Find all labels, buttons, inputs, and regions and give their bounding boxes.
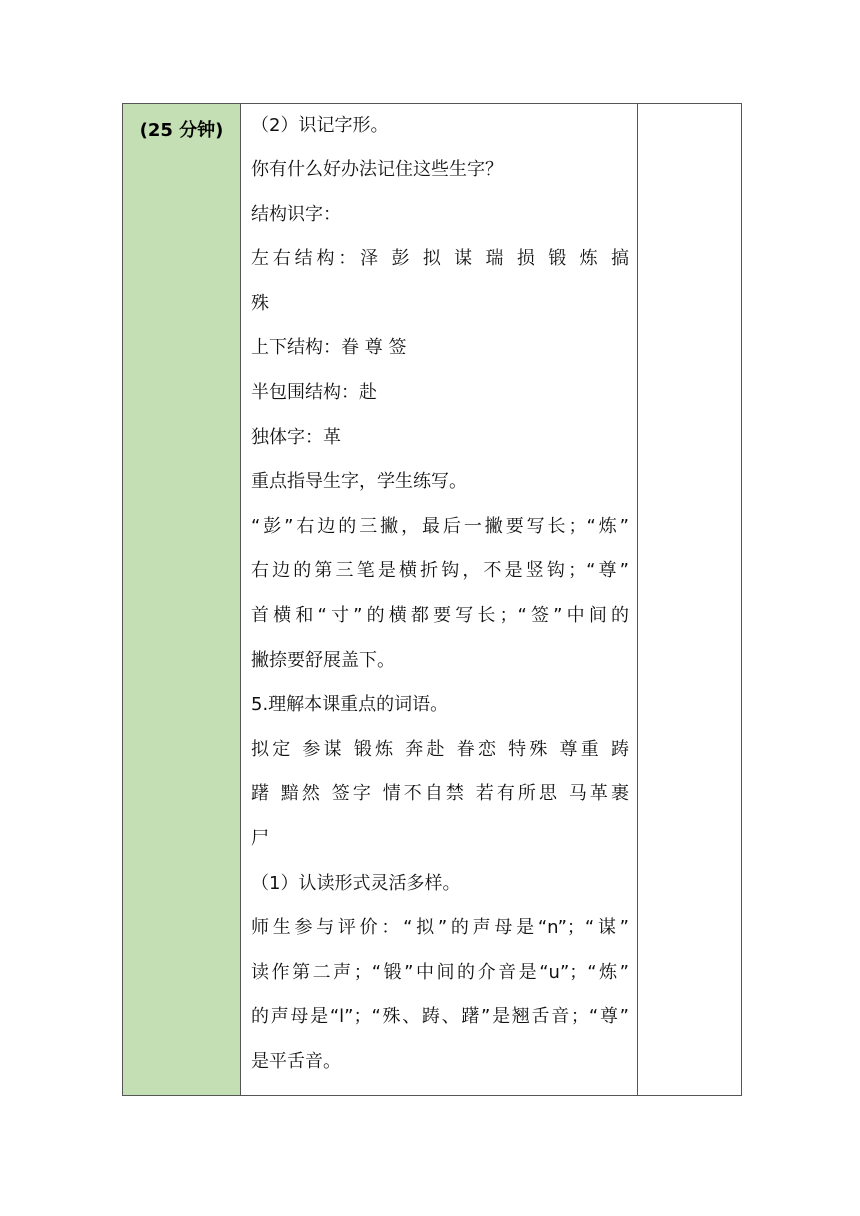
text-line: 半包围结构：赴 xyxy=(251,381,377,403)
text-line: 是平舌音。 xyxy=(251,1050,341,1072)
text-line: 你有什么好办法记住这些生字？ xyxy=(251,159,503,180)
vocab-line: 拟定 参谋 锻炼 奔赴 眷恋 特殊 尊重 踌 xyxy=(251,738,629,760)
text-line: 的声母是“l”；“殊、踌、躇”是翘舌音；“尊” xyxy=(251,1006,629,1028)
text-line: 师生参与评价：“拟”的声母是“n”；“谋” xyxy=(251,917,629,939)
vocab-line: 尸 xyxy=(251,827,269,849)
time-label: (25 分钟) xyxy=(139,120,224,141)
text-line: “彭”右边的三撇，最后一撇要写长；“炼” xyxy=(251,515,629,537)
text-line: 独体字：革 xyxy=(251,426,341,448)
lesson-table xyxy=(122,103,742,1096)
text-line: 结构识字： xyxy=(251,203,341,225)
text-line: 5.理解本课重点的词语。 xyxy=(251,694,449,716)
text-line: 左右结构：泽 彭 拟 谋 瑞 损 锻 炼 搞 xyxy=(251,248,629,270)
text-line: 上下结构：眷 尊 签 xyxy=(251,337,407,359)
text-line: 首横和“寸”的横都要写长；“签”中间的 xyxy=(251,604,629,626)
vocab-line: 躇 黯然 签字 情不自禁 若有所思 马革裹 xyxy=(251,783,629,805)
text-line: 重点指导生字，学生练写。 xyxy=(251,471,467,493)
text-line: 读作第二声；“锻”中间的介音是“u”；“炼” xyxy=(251,961,629,983)
notes-column xyxy=(638,104,741,1095)
time-column xyxy=(123,104,241,1095)
text-line: 撇捺要舒展盖下。 xyxy=(251,649,395,671)
text-line: （1）认读形式灵活多样。 xyxy=(251,872,461,894)
content-column xyxy=(241,104,638,1095)
text-line: （2）识记字形。 xyxy=(251,115,389,136)
text-line: 殊 xyxy=(251,292,269,314)
text-line: 右边的第三笔是横折钩，不是竖钩；“尊” xyxy=(251,560,629,582)
